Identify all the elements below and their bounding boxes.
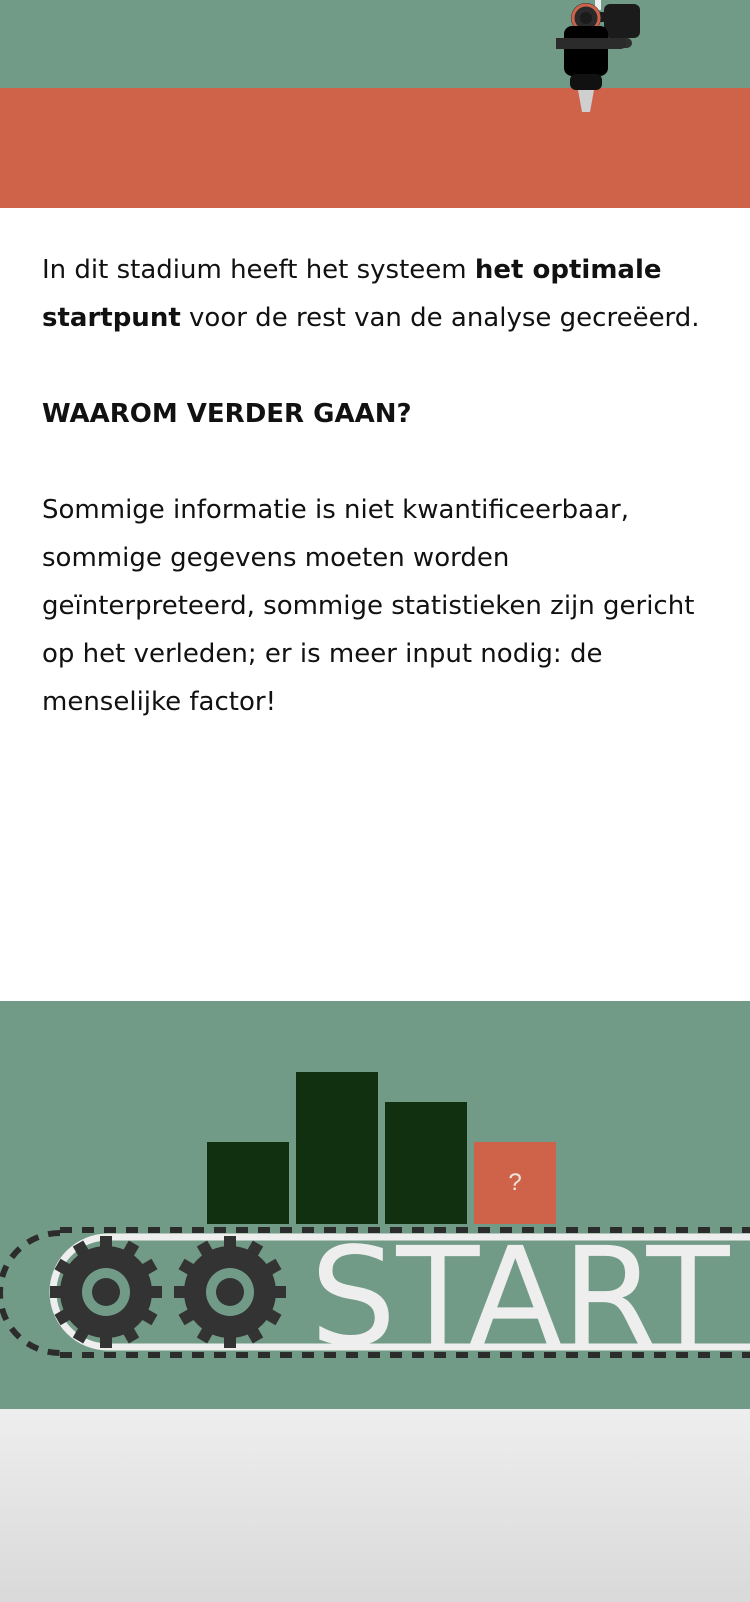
body-paragraph: Sommige informatie is niet kwantificeerbaar, sommige gegevens moeten worden geïnterpreteerd, sommige statistieken zijn gericht op het verleden; er is meer input nodig: de menselijke factor! (42, 495, 695, 717)
intro-paragraph (42, 246, 722, 342)
bar-block (385, 1102, 467, 1224)
intro-text-2: voor de rest van de analyse gecreëerd. (180, 303, 700, 333)
gear-icon (174, 1236, 286, 1348)
intro-bold-text: het optimale startpunt (42, 255, 662, 333)
footer-area (0, 1409, 750, 1602)
section-heading-text: WAAROM VERDER GAAN? (42, 399, 412, 429)
conveyor-illustration (0, 1001, 750, 1409)
robot-arm-icon (556, 0, 640, 114)
question-mark: ? (508, 1169, 522, 1196)
start-label: START (310, 1219, 730, 1377)
intro-text-1: In dit stadium heeft het systeem (42, 255, 475, 285)
section-heading (42, 390, 722, 438)
illustration-panel (0, 1001, 750, 1409)
text-content (42, 246, 722, 726)
bar-block (207, 1142, 289, 1224)
bar-block (296, 1072, 378, 1224)
